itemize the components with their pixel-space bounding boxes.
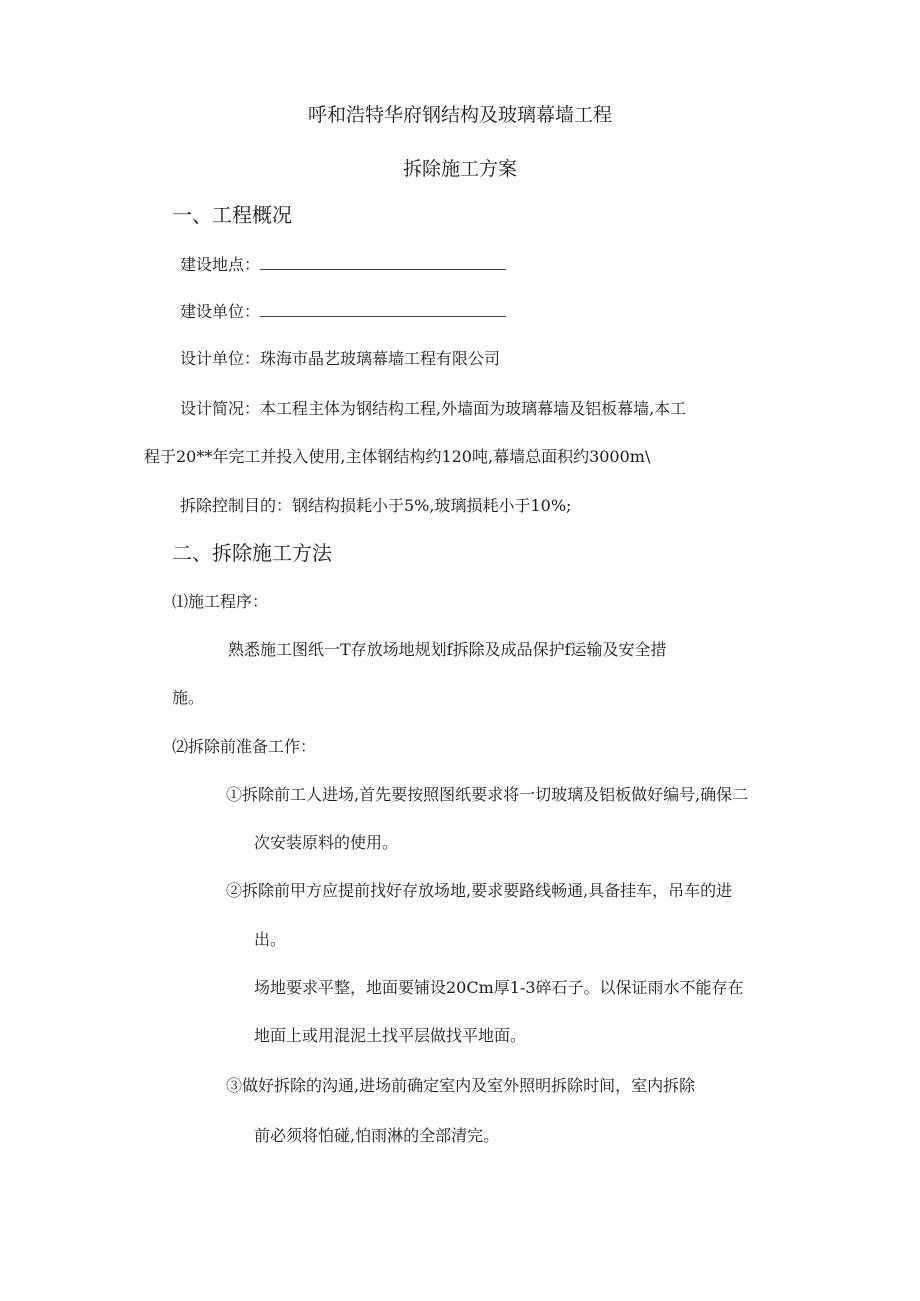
document-title: 呼和浩特华府钢结构及玻璃幕墙工程 <box>307 104 612 126</box>
control-goal-line: 拆除控制目的：钢结构损耗小于5%,玻璃损耗小于10%; <box>180 496 572 515</box>
step-1-title: ⑴施工程序： <box>172 592 269 611</box>
owner-label: 建设单位： <box>180 302 261 321</box>
step-2-title: ⑵拆除前准备工作： <box>172 737 317 756</box>
site-label: 建设地点： <box>180 255 261 274</box>
owner-blank-field <box>260 304 506 317</box>
item-3-line-2: 前必须将怕碰,怕雨淋的全部清完。 <box>254 1126 500 1145</box>
summary-line-1: 设计简况：本工程主体为钢结构工程,外墙面为玻璃幕墙及铝板幕墙,本工 <box>180 399 687 418</box>
item-2-line-2: 出。 <box>254 930 287 949</box>
item-2-line-3: 场地要求平整，地面要铺设20Cm厚1-3碎石子。以保证雨水不能存在 <box>254 978 744 997</box>
item-3-line-1: ③做好拆除的沟通,进场前确定室内及室外照明拆除时间，室内拆除 <box>226 1076 696 1095</box>
item-1-line-2: 次安装原料的使用。 <box>254 833 399 852</box>
step-1-line-2: 施。 <box>172 688 205 707</box>
step-1-line-1: 熟悉施工图纸一T存放场地规划f拆除及成品保护f运输及安全措 <box>228 640 667 659</box>
item-2-line-1: ②拆除前甲方应提前找好存放场地,要求要路线畅通,具备挂车，吊车的进 <box>226 881 733 900</box>
designer-line: 设计单位：珠海市晶艺玻璃幕墙工程有限公司 <box>180 349 501 368</box>
owner-line <box>180 302 506 322</box>
site-line <box>180 255 506 275</box>
section-1-heading: 一、工程概况 <box>172 203 292 227</box>
section-2-heading: 二、拆除施工方法 <box>172 541 332 565</box>
site-blank-field <box>260 257 506 270</box>
item-1-line-1: ①拆除前工人进场,首先要按照图纸要求将一切玻璃及铝板做好编号,确保二 <box>226 785 749 804</box>
item-2-line-4: 地面上或用混泥土找平层做找平地面。 <box>254 1026 527 1045</box>
summary-line-2: 程于20**年完工并投入使用,主体钢结构约120吨,幕墙总面积约3000m\ <box>144 447 651 466</box>
document-subtitle: 拆除施工方案 <box>402 158 517 180</box>
